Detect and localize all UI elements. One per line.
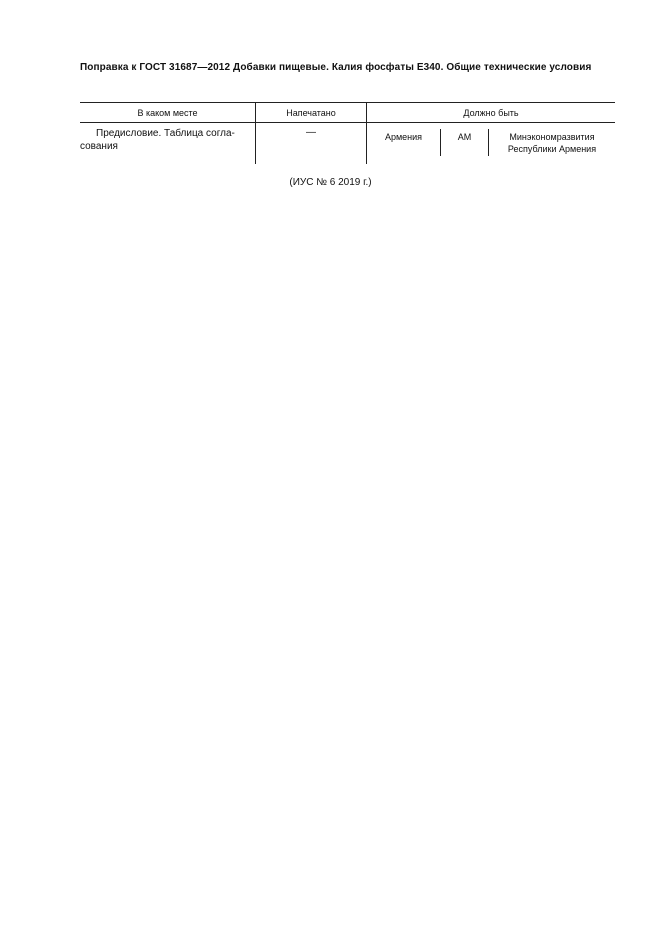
header-printed: Напечатано bbox=[286, 108, 336, 118]
header-should-be: Должно быть bbox=[463, 108, 519, 118]
country-value: Армения bbox=[384, 132, 423, 142]
printed-value: — bbox=[306, 127, 316, 138]
publication-reference: (ИУС № 6 2019 г.) bbox=[289, 177, 372, 188]
table-header-rule bbox=[80, 122, 615, 123]
authority-line-2: Республики Армения bbox=[507, 144, 597, 154]
place-line-1: Предисловие. Таблица согла- bbox=[96, 128, 235, 139]
country-code-value: AM bbox=[457, 132, 472, 142]
authority-line-1: Минэкономразвития bbox=[509, 132, 595, 142]
correction-table bbox=[80, 102, 615, 164]
header-place: В каком месте bbox=[137, 108, 198, 118]
table-top-rule bbox=[80, 102, 615, 103]
place-line-2: сования bbox=[80, 141, 118, 152]
document-title: Поправка к ГОСТ 31687—2012 Добавки пищевые. Калия фосфаты Е340. Общие технические условия bbox=[80, 62, 592, 73]
